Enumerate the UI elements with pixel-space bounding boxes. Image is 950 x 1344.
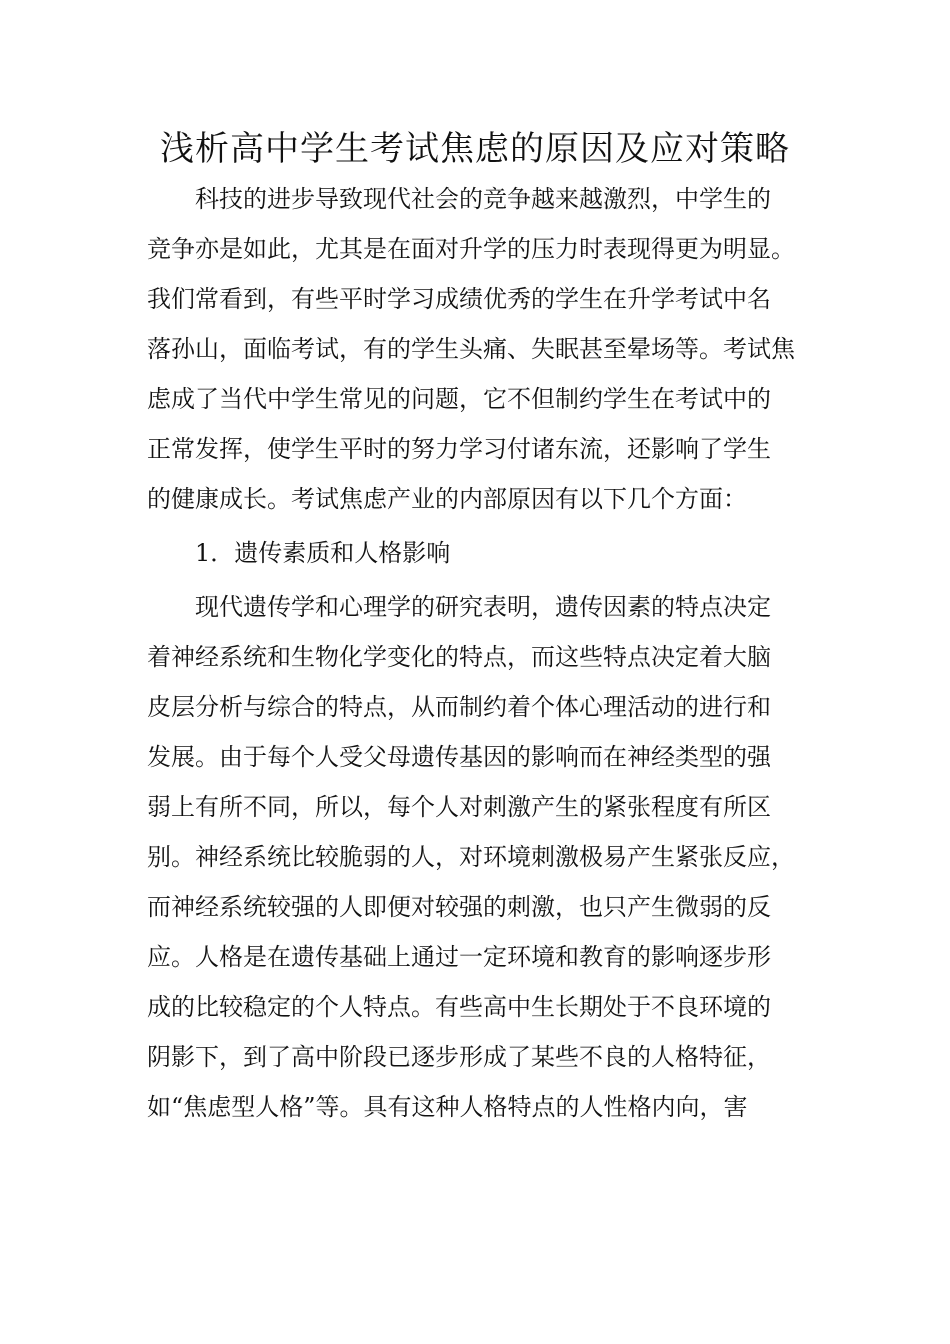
paragraph-line: 应。人格是在遗传基础上通过一定环境和教育的影响逐步形 <box>147 943 771 971</box>
section-heading: 1．遗传素质和人格影响 <box>195 539 451 567</box>
paragraph-line: 着神经系统和生物化学变化的特点，而这些特点决定着大脑 <box>147 643 771 671</box>
paragraph-line: 别。神经系统比较脆弱的人，对环境刺激极易产生紧张反应， <box>147 843 795 871</box>
paragraph-line: 虑成了当代中学生常见的问题，它不但制约学生在考试中的 <box>147 385 771 413</box>
document-title: 浅析高中学生考试焦虑的原因及应对策略 <box>160 129 790 169</box>
paragraph-line: 阴影下，到了高中阶段已逐步形成了某些不良的人格特征， <box>147 1043 771 1071</box>
paragraph-line: 皮层分析与综合的特点，从而制约着个体心理活动的进行和 <box>147 693 771 721</box>
paragraph-line: 落孙山，面临考试，有的学生头痛、失眠甚至晕场等。考试焦 <box>147 335 795 363</box>
paragraph-line: 竞争亦是如此，尤其是在面对升学的压力时表现得更为明显。 <box>147 235 795 263</box>
paragraph-line: 现代遗传学和心理学的研究表明，遗传因素的特点决定 <box>195 593 771 621</box>
paragraph-line: 成的比较稳定的个人特点。有些高中生长期处于不良环境的 <box>147 993 771 1021</box>
paragraph-line: 弱上有所不同，所以，每个人对刺激产生的紧张程度有所区 <box>147 793 771 821</box>
paragraph-line: 正常发挥，使学生平时的努力学习付诸东流，还影响了学生 <box>147 435 771 463</box>
paragraph-line: 如“焦虑型人格”等。具有这种人格特点的人性格内向，害 <box>147 1093 748 1121</box>
paragraph-line: 我们常看到，有些平时学习成绩优秀的学生在升学考试中名 <box>147 285 771 313</box>
paragraph-line: 而神经系统较强的人即便对较强的刺激，也只产生微弱的反 <box>147 893 771 921</box>
paragraph-line: 的健康成长。考试焦虑产业的内部原因有以下几个方面： <box>147 485 747 513</box>
paragraph-line: 科技的进步导致现代社会的竞争越来越激烈，中学生的 <box>195 185 771 213</box>
paragraph-line: 发展。由于每个人受父母遗传基因的影响而在神经类型的强 <box>147 743 771 771</box>
